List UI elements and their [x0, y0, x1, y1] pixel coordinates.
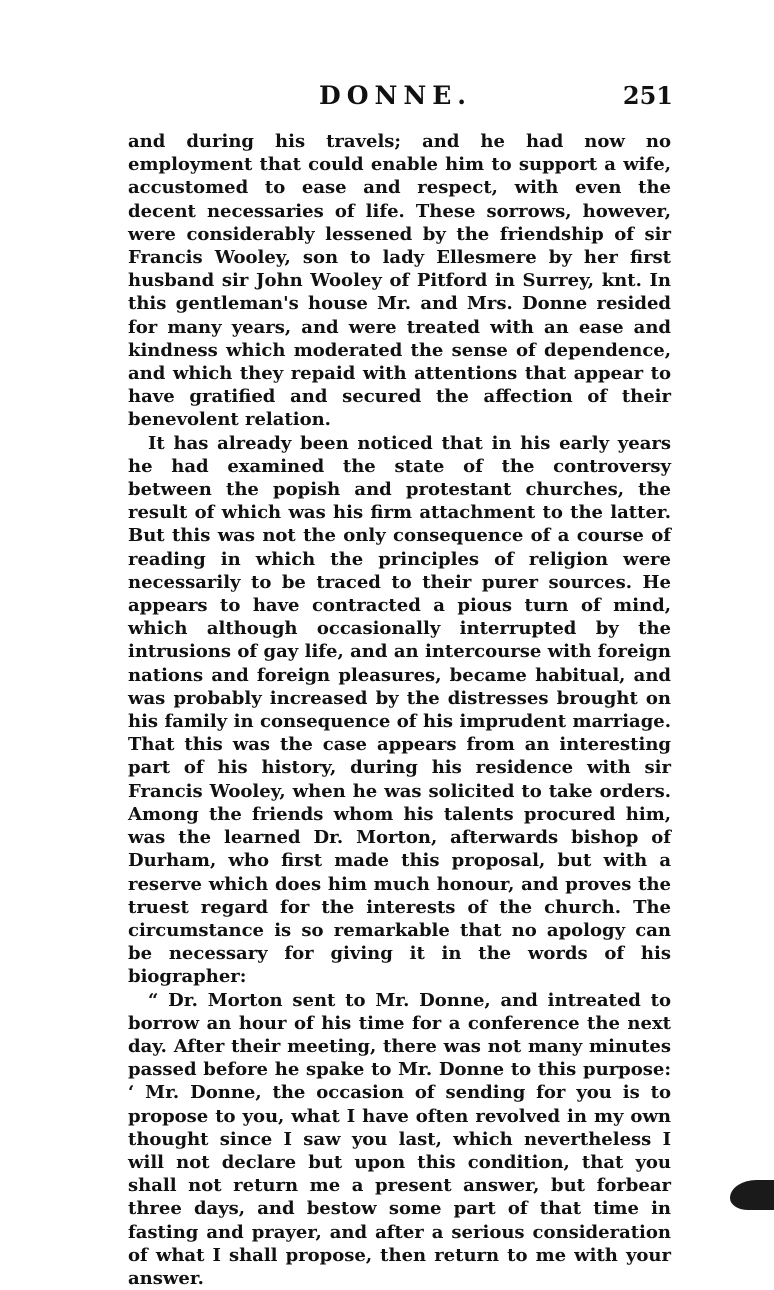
page-header	[118, 82, 673, 116]
page-number: 251	[622, 81, 673, 110]
body-text	[128, 130, 671, 1290]
ink-blot	[730, 1180, 774, 1210]
paragraph-2: It has already been noticed that in his early years he had examined the state of the controversy between the popish and protestant churches, the result of which was his firm attachment to the latter. But this was not the only consequence of a course of reading in which the principles of religion were necessarily to be traced to their purer sources. He appears to have contracted a pious turn of mind, which although occasionally interrupted by the intrusions of gay life, and an intercourse with foreign nations and foreign pleasures, became habitual, and was probably increased by the distresses brought on his family in consequence of his imprudent marriage. That this was the case appears from an interesting part of his history, during his residence with sir Francis Wooley, when he was solicited to take orders. Among the friends whom his talents procured him, was the learned Dr. Morton, afterwards bishop of Durham, who first made this proposal, but with a reserve which does him much honour, and proves the truest regard for the interests of the church. The circumstance is so remarkable that no apology can be necessary for giving it in the words of his biographer:	[128, 432, 671, 988]
running-title: DONNE.	[319, 81, 472, 110]
paragraph-1: and during his travels; and he had now no employment that could enable him to support a wife, accustomed to ease and respect, with even the decent necessaries of life. These sorrows, however, were considerably lessened by the friendship of sir Francis Wooley, son to lady Ellesmere by her first husband sir John Wooley of Pitford in Surrey, knt. In this gentleman's house Mr. and Mrs. Donne resided for many years, and were treated with an ease and kindness which moderated the sense of dependence, and which they repaid with attentions that appear to have gratified and secured the affection of their benevolent relation.	[128, 131, 671, 431]
paragraph-3-quotation: “ Dr. Morton sent to Mr. Donne, and intreated to borrow an hour of his time for a conference the next day. After their meeting, there was not many minutes passed before he spake to Mr. Donne to this purpose: ‘ Mr. Donne, the occasion of sending for you is to propose to you, what I have often revolved in my own thought since I saw you last, which nevertheless I will not declare but upon this condition, that you shall not return me a present answer, but forbear three days, and bestow some part of that time in fasting and prayer, and after a serious consideration of what I shall propose, then return to me with your answer.	[128, 989, 671, 1289]
